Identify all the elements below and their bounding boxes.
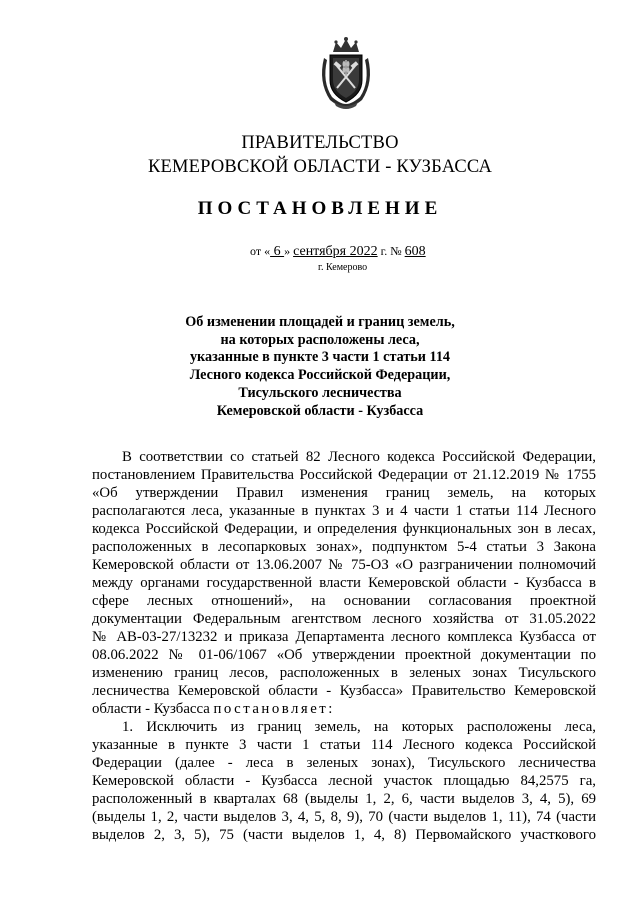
body-line: № АВ-03-27/13232 и приказа Департамента лесного комплекса Кузбасса от bbox=[92, 629, 596, 645]
body-line: расположенных в лесопарковых зонах», подпунктом 5-4 статьи 3 Закона bbox=[92, 539, 596, 555]
date-mid: » bbox=[284, 244, 294, 258]
body-line: «Об утверждении Правил изменения границ земель, на которых bbox=[92, 485, 596, 501]
item-1-line: 1. Исключить из границ земель, на которых расположены леса, bbox=[122, 719, 596, 735]
city-name: г. Кемерово bbox=[318, 262, 368, 273]
heading-line: Тисульского лесничества bbox=[238, 384, 402, 401]
heading-line: Лесного кодекса Российской Федерации, bbox=[189, 367, 451, 384]
body-line: между органами государственной власти Кемеровской области - Кузбасса в bbox=[92, 575, 596, 591]
body-line: В соответствии со статьей 82 Лесного кодекса Российской Федерации, bbox=[122, 449, 596, 465]
body-line: лесничества Кемеровской области - Кузбасса» Правительство Кемеровской bbox=[92, 683, 596, 699]
body-line: сфере лесных отношений», на основании согласования проектной bbox=[92, 593, 596, 609]
heading-line: Об изменении площадей и границ земель, bbox=[185, 314, 455, 330]
date-year-suffix: г. № bbox=[377, 244, 405, 258]
item-1-line: Федерации (далее - леса в зеленых зонах), Тисульского лесничества bbox=[92, 755, 596, 771]
body-line: документации Федеральным агентством лесного хозяйства от 31.05.2022 bbox=[92, 611, 596, 627]
resolves-prefix: области - Кузбасса bbox=[92, 701, 214, 717]
body-line: Кемеровской области от 13.06.2007 № 75-ОЗ «О разграничении полномочий bbox=[92, 557, 596, 573]
date-prefix: от « bbox=[250, 244, 271, 258]
item-1-line: (выделы 1, 2, части выделов 3, 4, 5, 8, 9), 70 (части выделов 1, 11), 74 (части bbox=[92, 809, 596, 825]
body-line: постановлением Правительства Российской Федерации от 21.12.2019 № 1755 bbox=[92, 467, 596, 483]
item-1-line: выделов 2, 3, 5), 75 (части выделов 1, 4, 8) Первомайского участкового bbox=[92, 827, 596, 843]
date-month-year: сентября 2022 bbox=[293, 244, 378, 259]
resolves-line bbox=[92, 700, 596, 718]
item-1-line: расположенный в кварталах 68 (выделы 1, 2, 6, части выделов 3, 4, 5), 69 bbox=[92, 791, 596, 807]
body-line: 08.06.2022 № 01-06/1067 «Об утверждении проектной документации по bbox=[92, 647, 596, 663]
date-day: 6 bbox=[270, 244, 285, 259]
government-name-line-2: КЕМЕРОВСКОЙ ОБЛАСТИ - КУЗБАССА bbox=[147, 157, 493, 177]
government-name-line-1: ПРАВИТЕЛЬСТВО bbox=[241, 133, 399, 153]
heading-line: на которых расположены леса, bbox=[220, 331, 420, 348]
item-1-line: Кемеровской области - Кузбасса лесной участок площадью 84,2575 га, bbox=[92, 773, 596, 789]
heading-line: указанные в пункте 3 части 1 статьи 114 bbox=[189, 349, 451, 366]
document-heading bbox=[0, 314, 640, 420]
body-line: изменению границ лесов, расположенных в зеленых зонах Тисульского bbox=[92, 665, 596, 681]
document-type-title: ПОСТАНОВЛЕНИЕ bbox=[197, 198, 443, 219]
date-number-line bbox=[250, 244, 426, 260]
body-line: кодекса Российской Федерации, и определения функциональных зон в лесах, bbox=[92, 521, 596, 537]
heading-line: Кемеровской области - Кузбасса bbox=[216, 402, 424, 419]
document-body bbox=[92, 448, 596, 844]
item-1-line: указанные в пункте 3 части 1 статьи 114 Лесного кодекса Российской bbox=[92, 737, 596, 753]
body-line: располагаются леса, указанные в пунктах 3 и 4 части 1 статьи 114 Лесного bbox=[92, 503, 596, 519]
document-number: 608 bbox=[404, 244, 426, 259]
resolves-word: постановляет: bbox=[213, 701, 335, 717]
coat-of-arms-emblem bbox=[316, 36, 376, 110]
